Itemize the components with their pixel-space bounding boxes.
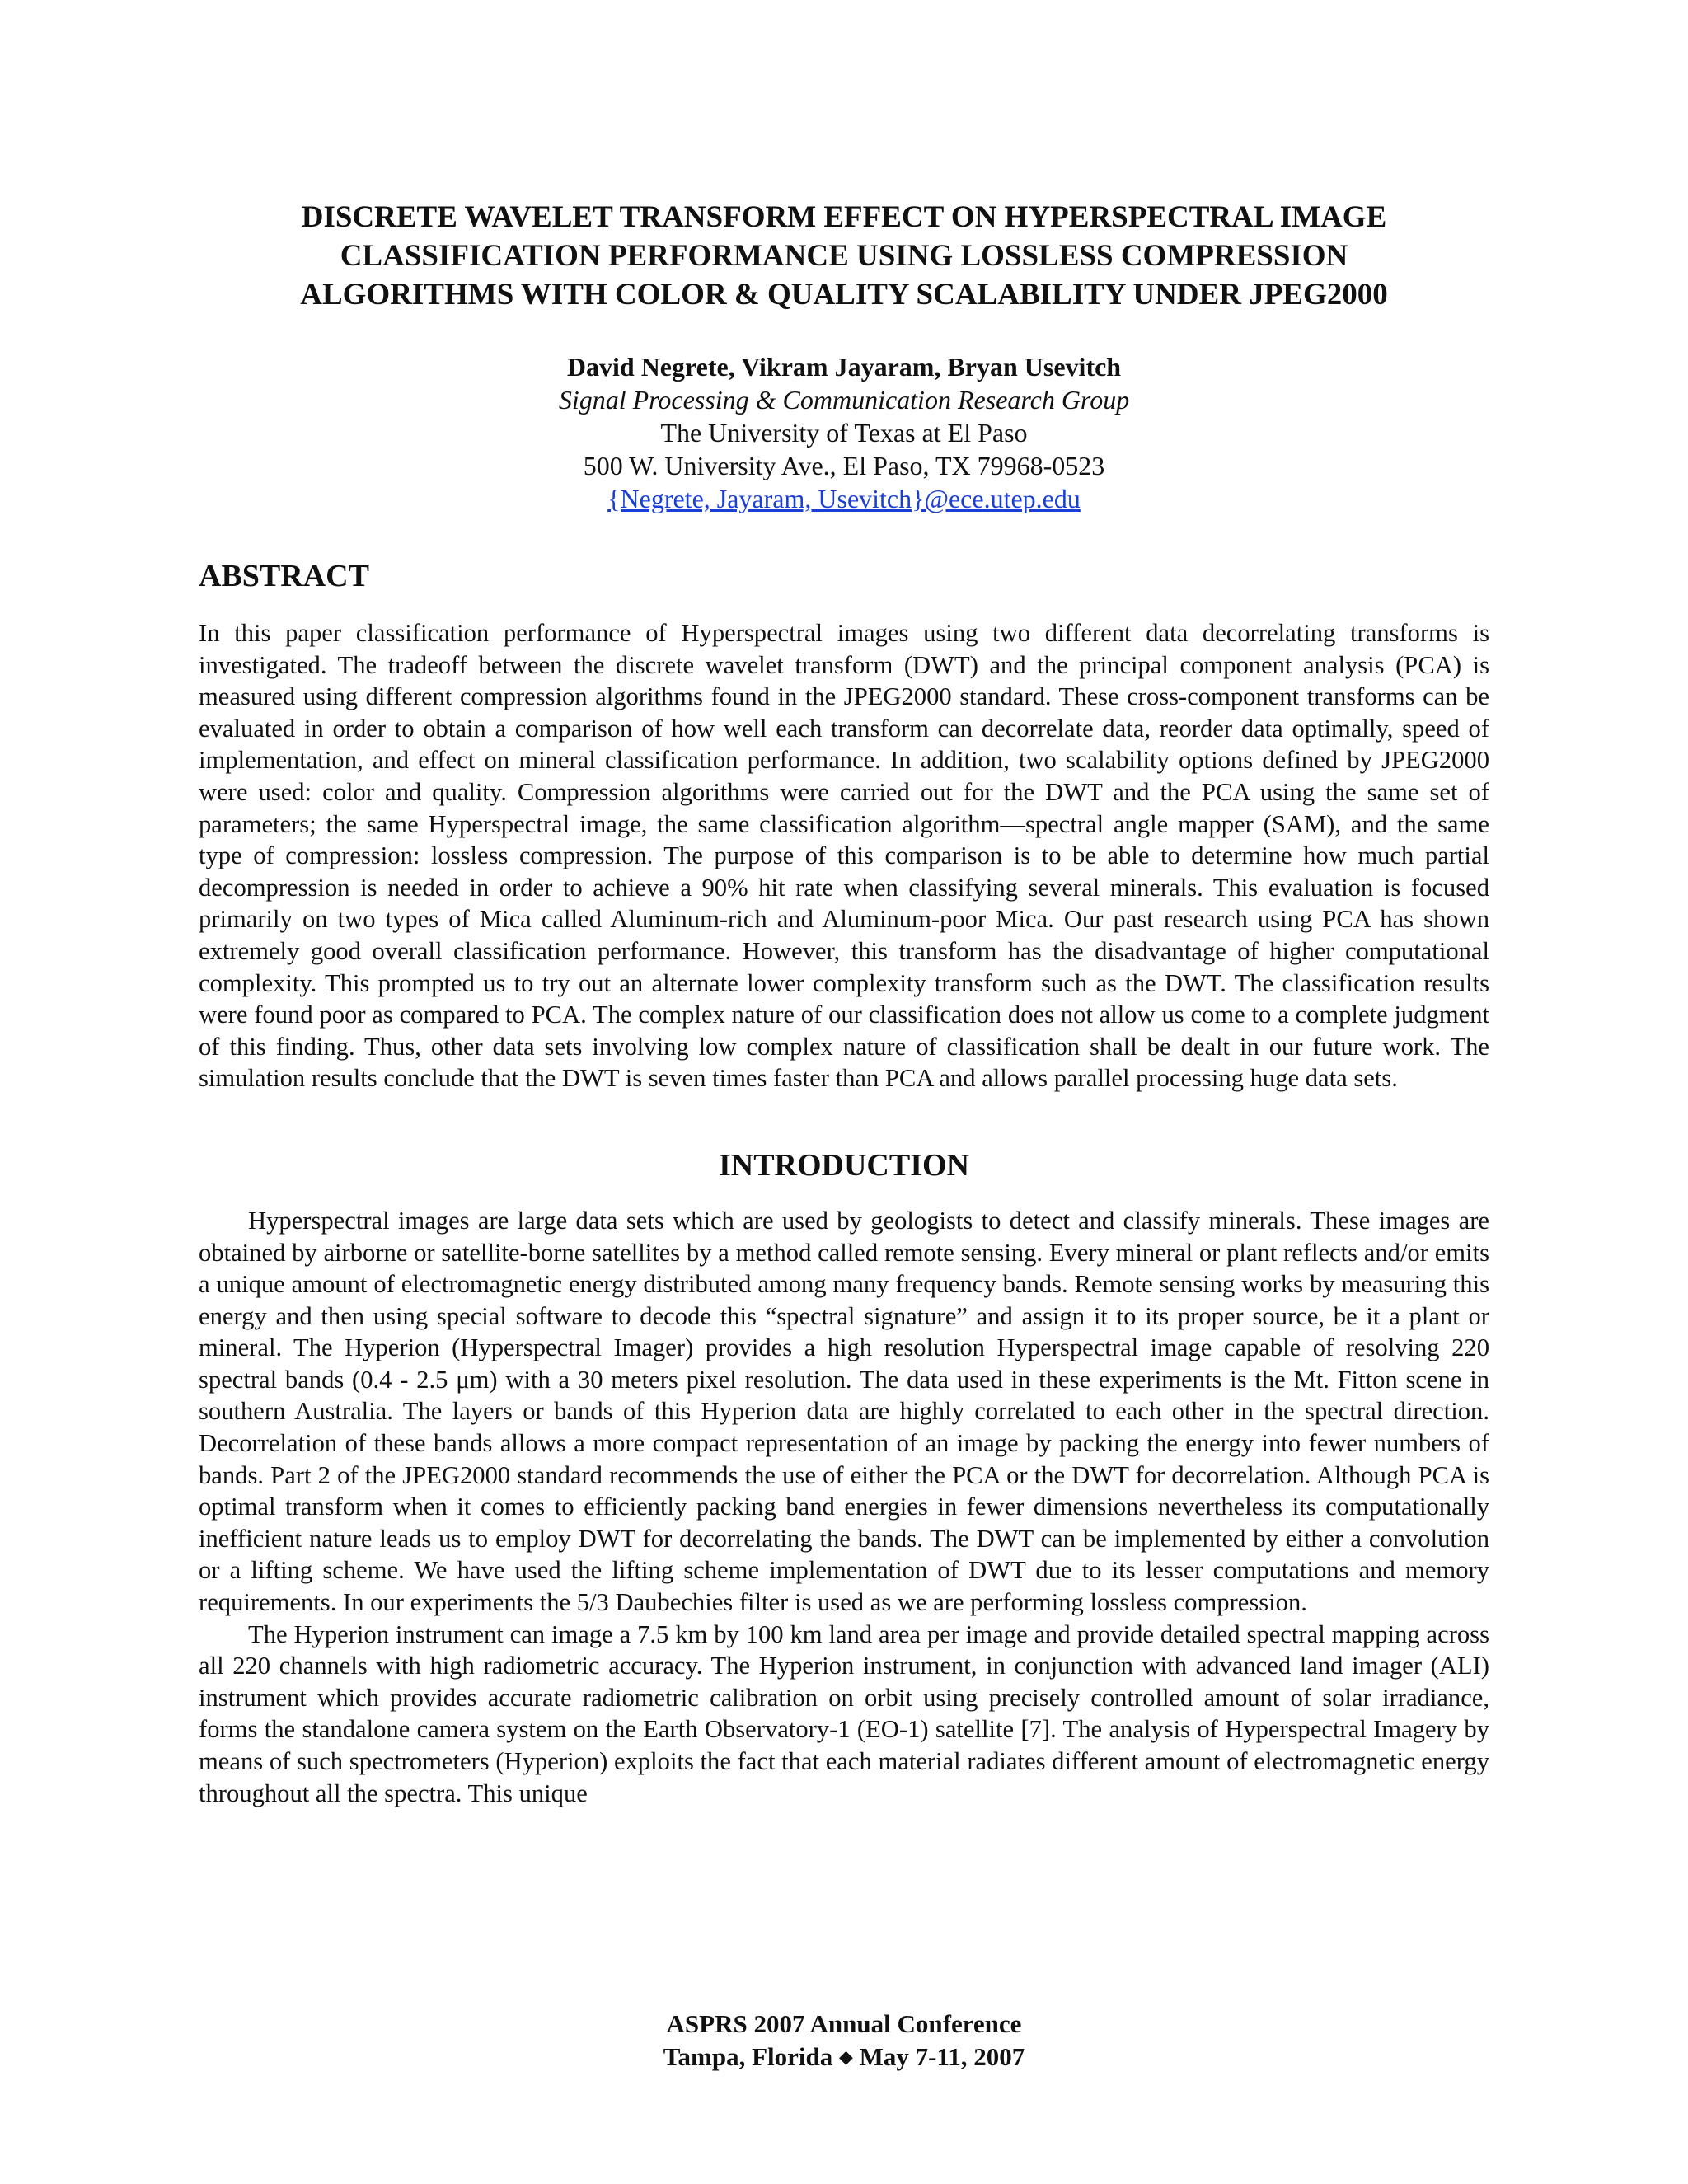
author-email-link[interactable]: {Negrete, Jayaram, Usevitch}@ece.utep.edu: [607, 484, 1081, 513]
author-group: Signal Processing & Communication Research Group: [558, 385, 1130, 415]
footer-location-date: [0, 2041, 1688, 2074]
title-line-1: DISCRETE WAVELET TRANSFORM EFFECT ON HYPERSPECTRAL IMAGE: [301, 200, 1387, 234]
author-block: [199, 350, 1489, 515]
title-line-2: CLASSIFICATION PERFORMANCE USING LOSSLESS COMPRESSION: [340, 239, 1348, 273]
introduction-heading: INTRODUCTION: [718, 1147, 970, 1183]
abstract-heading: ABSTRACT: [199, 559, 369, 593]
introduction-paragraph-2: The Hyperion instrument can image a 7.5 km by 100 km land area per image and provide detailed spectral mapping across all 220 channels with high radiometric accuracy. The Hyperion instrument, in conjunction with advanced land imager (ALI) instrument which provides accurate radiometric calibration on orbit using precisely controlled amount of solar irradiance, forms the standalone camera system on the Earth Observatory-1 (EO-1) satellite [7]. The analysis of Hyperspectral Imagery by means of such spectrometers (Hyperion) exploits the fact that each material radiates different amount of electromagnetic energy throughout all the spectra. This unique: [199, 1619, 1489, 1807]
author-names: David Negrete, Vikram Jayaram, Bryan Usevitch: [566, 352, 1122, 382]
introduction-body: [199, 1205, 1489, 1809]
introduction-paragraph-1: Hyperspectral images are large data sets which are used by geologists to detect and classify minerals. These images are obtained by airborne or satellite-borne satellites by a method called remote sensing. Every mineral or plant reflects and/or emits a unique amount of electromagnetic energy distributed among many frequency bands. Remote sensing works by measuring this energy and then using special software to decode this “spectral signature” and assign it to its proper source, be it a plant or mineral. The Hyperion (Hyperspectral Imager) provides a high resolution Hyperspectral image capable of resolving 220 spectral bands (0.4 - 2.5 μm) with a 30 meters pixel resolution. The data used in these experiments is the Mt. Fitton scene in southern Australia. The layers or bands of this Hyperion data are highly correlated to each other in the spectral direction. Decorrelation of these bands allows a more compact representation of an image by packing the energy into fewer numbers of bands. Part 2 of the JPEG2000 standard recommends the use of either the PCA or the DWT for decorrelation. Although PCA is optimal transform when it comes to efficiently packing band energies in fewer dimensions nevertheless its computationally inefficient nature leads us to employ DWT for decorrelating the bands. The DWT can be implemented by either a convolution or a lifting scheme. We have used the lifting scheme implementation of DWT due to its lesser computations and memory requirements. In our experiments the 5/3 Daubechies filter is used as we are performing lossless compression.: [199, 1206, 1489, 1617]
author-address: 500 W. University Ave., El Paso, TX 79968-0523: [583, 451, 1105, 480]
title-line-3: ALGORITHMS WITH COLOR & QUALITY SCALABILITY UNDER JPEG2000: [300, 278, 1388, 312]
footer-dates: May 7-11, 2007: [859, 2042, 1025, 2071]
footer-location: Tampa, Florida: [663, 2042, 833, 2071]
paper-page: [199, 198, 1489, 1809]
author-university: The University of Texas at El Paso: [660, 418, 1028, 448]
paper-title: [199, 198, 1489, 314]
footer-conference: ASPRS 2007 Annual Conference: [666, 2009, 1022, 2038]
diamond-separator-icon: ◆: [839, 2046, 853, 2067]
page-footer: [0, 2008, 1688, 2074]
abstract-body: In this paper classification performance of Hyperspectral images using two different data decorrelating transforms is investigated. The tradeoff between the discrete wavelet transform (DWT) and the principal component analysis (PCA) is measured using different compression algorithms found in the JPEG2000 standard. These cross-component transforms can be evaluated in order to obtain a comparison of how well each transform can decorrelate data, reorder data optimally, speed of implementation, and effect on mineral classification performance. In addition, two scalability options defined by JPEG2000 were used: color and quality. Compression algorithms were carried out for the DWT and the PCA using the same set of parameters; the same Hyperspectral image, the same classification algorithm—spectral angle mapper (SAM), and the same type of compression: lossless compression. The purpose of this comparison is to be able to determine how much partial decompression is needed in order to achieve a 90% hit rate when classifying several minerals. This evaluation is focused primarily on two types of Mica called Aluminum-rich and Aluminum-poor Mica. Our past research using PCA has shown extremely good overall classification performance. However, this transform has the disadvantage of higher computational complexity. This prompted us to try out an alternate lower complexity transform such as the DWT. The classification results were found poor as compared to PCA. The complex nature of our classification does not allow us come to a complete judgment of this finding. Thus, other data sets involving low complex nature of classification shall be dealt in our future work. The simulation results conclude that the DWT is seven times faster than PCA and allows parallel processing huge data sets.: [199, 619, 1489, 1093]
